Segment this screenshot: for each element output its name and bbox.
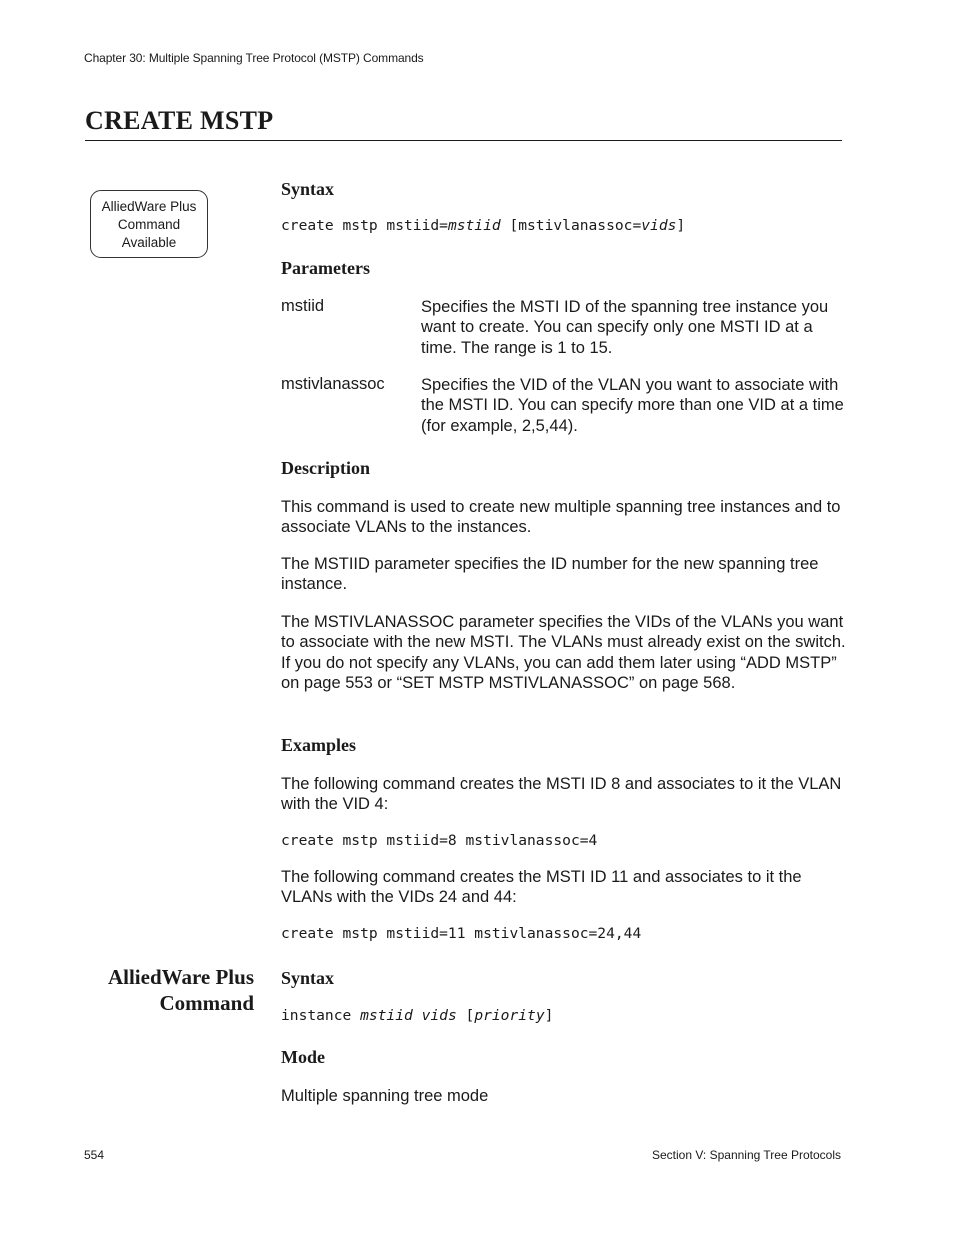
- code-text: [: [456, 1007, 475, 1024]
- code-text: create mstp mstiid=: [281, 217, 448, 234]
- code-text: [mstivlanassoc=: [500, 217, 642, 234]
- examples-heading: Examples: [281, 735, 357, 755]
- side-heading-line: Command: [159, 991, 254, 1015]
- section-footer: Section V: Spanning Tree Protocols: [652, 1148, 841, 1162]
- parameter-description: Specifies the VID of the VLAN you want to associate with the MSTI ID. You can specify more than one VID at a time (for example, 2,5,44).: [421, 376, 844, 435]
- availability-line-3: Available: [121, 235, 177, 250]
- example-code: create mstp mstiid=8 mstivlanassoc=4: [281, 832, 598, 849]
- code-variable: vids: [641, 217, 677, 234]
- code-text: ]: [544, 1007, 554, 1024]
- side-heading: [108, 964, 254, 1016]
- example-text: The following command creates the MSTI ID 8 and associates to it the VLAN with the VID 4:: [281, 775, 842, 814]
- running-header: Chapter 30: Multiple Spanning Tree Protocol (MSTP) Commands: [84, 51, 424, 65]
- side-heading-line: AlliedWare Plus: [107, 965, 254, 989]
- description-paragraph: This command is used to create new multiple spanning tree instances and to associate VLANs to the instances.: [281, 498, 841, 537]
- parameter-description: Specifies the MSTI ID of the spanning tree instance you want to create. You can specify only one MSTI ID at a time. The range is 1 to 15.: [421, 298, 829, 357]
- parameter-name: mstivlanassoc: [281, 375, 385, 393]
- parameter-name: mstiid: [281, 297, 325, 315]
- code-variable: mstiid: [360, 1007, 413, 1024]
- awp-syntax-heading: Syntax: [281, 968, 335, 988]
- syntax-code: [281, 217, 685, 234]
- awp-syntax-code: [281, 1007, 553, 1024]
- description-paragraph: The MSTIVLANASSOC parameter specifies the VIDs of the VLANs you want to associate with the new MSTI. The VLANs must already exist on the switch. If you do not specify any VLANs, you can add them later using “ADD MSTP” on page 553 or “SET MSTP MSTIVLANASSOC” on page 568.: [281, 613, 846, 692]
- code-variable: priority: [474, 1007, 545, 1024]
- example-code: create mstp mstiid=11 mstivlanassoc=24,44: [281, 925, 642, 942]
- description-paragraph: The MSTIID parameter specifies the ID number for the new spanning tree instance.: [281, 555, 819, 594]
- description-heading: Description: [281, 458, 370, 478]
- mode-text: Multiple spanning tree mode: [281, 1087, 489, 1105]
- example-text: The following command creates the MSTI ID 11 and associates to it the VLANs with the VIDs 24 and 44:: [281, 868, 802, 907]
- parameters-heading: Parameters: [281, 258, 370, 278]
- syntax-heading: Syntax: [281, 179, 335, 199]
- page-title: CREATE MSTP: [85, 106, 274, 135]
- code-text: instance: [281, 1007, 361, 1024]
- code-text: ]: [676, 217, 686, 234]
- code-text: [413, 1007, 422, 1024]
- code-variable: mstiid: [447, 217, 501, 234]
- page-number: 554: [84, 1148, 105, 1162]
- availability-line-2: Command: [117, 217, 181, 232]
- availability-line-1: AlliedWare Plus: [101, 199, 197, 214]
- mode-heading: Mode: [281, 1047, 325, 1067]
- title-rule: [85, 140, 842, 141]
- availability-box: [90, 190, 208, 258]
- code-variable: vids: [421, 1007, 457, 1024]
